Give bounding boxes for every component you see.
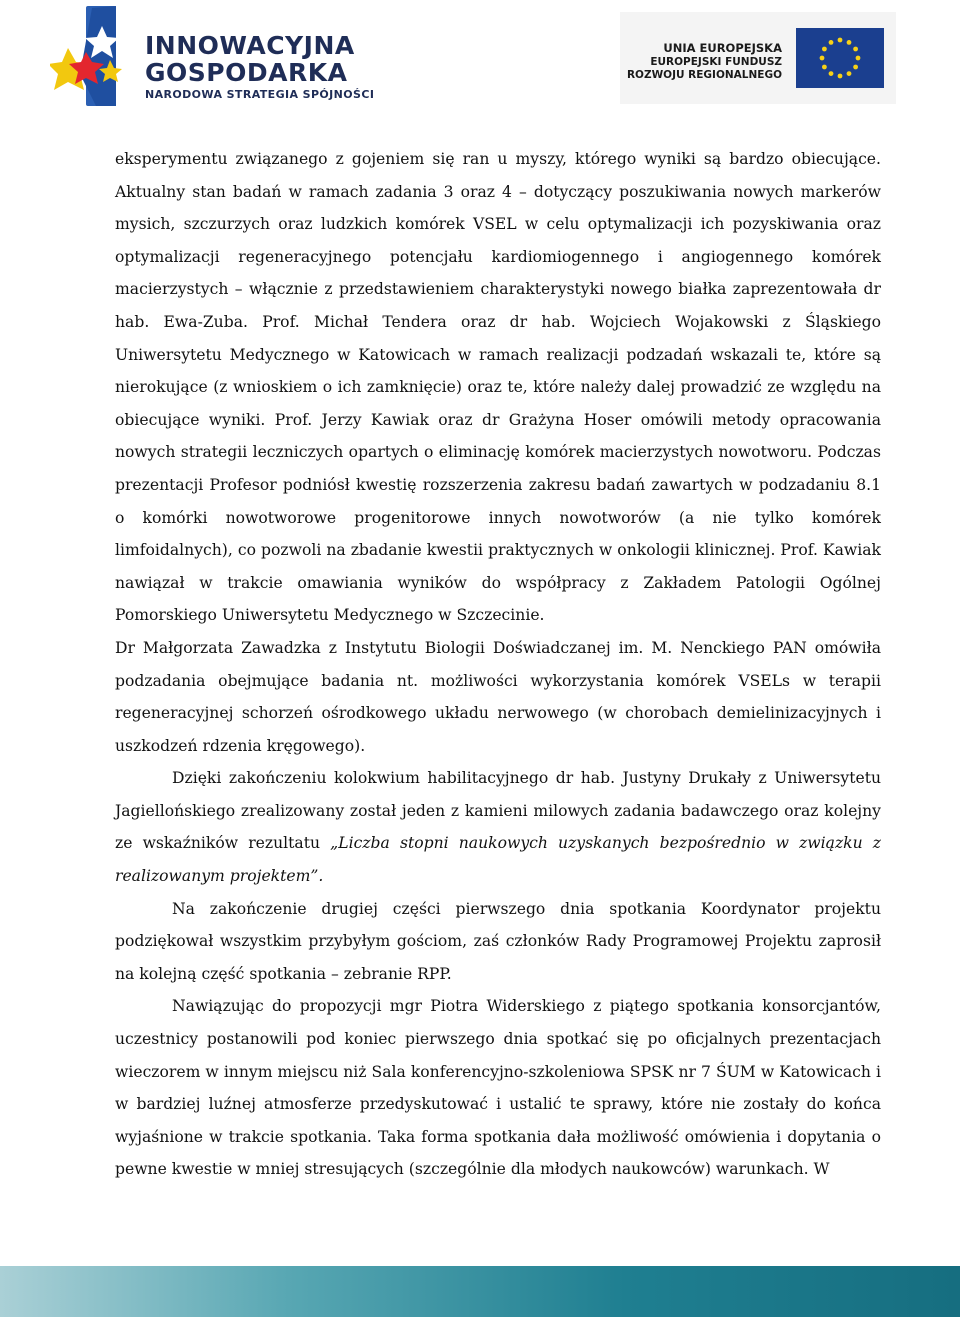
ig-line-innowacyjna: INNOWACYJNA <box>145 31 355 60</box>
eu-fund-logo <box>620 12 896 104</box>
paragraph-4: Na zakończenie drugiej części pierwszego dnia spotkania Koordynator projektu podziękował wszystkim przybyłym gościom, zaś członków Rady Programowej Projektu zaprosił na kolejną część spotkania – zebranie RPP. <box>115 899 881 983</box>
paragraph-3-text: Dzięki zakończeniu kolokwium habilitacyjnego dr hab. Justyny Drukały z Uniwersytetu Jagiellońskiego zrealizowany został jeden z kamieni milowych zadania badawczego oraz kolejny ze wskaźników rezultatu <box>115 769 881 853</box>
ig-star-emblem-icon <box>50 4 150 108</box>
eu-wordmark <box>627 40 782 82</box>
ig-wordmark <box>145 32 374 104</box>
innowacyjna-gospodarka-logo <box>50 4 430 108</box>
footer-band <box>0 1266 960 1317</box>
paragraph-3 <box>115 762 881 892</box>
ig-line-strategia: NARODOWA STRATEGIA SPÓJNOŚCI <box>145 88 375 101</box>
eu-line-unia: UNIA EUROPEJSKA <box>663 41 782 55</box>
page-header <box>0 0 960 120</box>
paragraph-5: Nawiązując do propozycji mgr Piotra Widerskiego z piątego spotkania konsorcjantów, uczestnicy postanowili pod koniec pierwszego dnia spotkać się po oficjalnych prezentacjach wieczorem w innym miejscu niż Sala konferencyjno-szkoleniowa SPSK nr 7 ŚUM w Katowicach i w bardziej luźnej atmosferze przedyskutować i ustalić te sprawy, które nie zostały do końca wyjaśnione w trakcie spotkania. Taka forma spotkania dała możliwość omówienia i dopytania o pewne kwestie w mniej stresujących (szczególnie dla młodych naukowców) warunkach. W <box>115 997 881 1179</box>
ig-line-gospodarka: GOSPODARKA <box>145 58 348 87</box>
paragraph-2: Dr Małgorzata Zawadzka z Instytutu Biologii Doświadczanej im. M. Nenckiego PAN omówiła podzadania obejmujące badania nt. możliwości wykorzystania komórek VSELs w terapii regeneracyjnej schorzeń ośrodkowego układu nerwowego (w chorobach demielinizacyjnych i uszkodzeń rdzenia kręgowego). <box>115 638 881 755</box>
paragraph-3-quote: „Liczba stopni naukowych uzyskanych bezpośrednio w związku z realizowanym projektem”. <box>115 834 881 886</box>
eu-flag-icon <box>796 28 884 88</box>
eu-line-fundusz: EUROPEJSKI FUNDUSZ <box>650 56 782 68</box>
eu-line-rozwoju: ROZWOJU REGIONALNEGO <box>626 69 782 81</box>
paragraph-1: eksperymentu związanego z gojeniem się ran u myszy, którego wyniki są bardzo obiecujące. Aktualny stan badań w ramach zadania 3 oraz 4 – dotyczący poszukiwania nowych markerów mysich, szczurzych oraz ludzkich komórek VSEL w celu optymalizacji ich pozyskiwania oraz optymalizacji regeneracyjnego potencjału kardiomiogennego i angiogennego komórek macierzystych – włącznie z przedstawieniem charakterystyki nowego białka zaprezentowała dr hab. Ewa-Zuba. Prof. Michał Tendera oraz dr hab. Wojciech Wojakowski z Śląskiego Uniwersytetu Medycznego w Katowicach w ramach realizacji podzadań wskazali te, które są nierokujące (z wnioskiem o ich zamknięcie) oraz te, które należy dalej prowadzić ze względu na obiecujące wyniki. Prof. Jerzy Kawiak oraz dr Grażyna Hoser omówili metody opracowania nowych strategii leczniczych opartych o eliminację komórek macierzystych nowotworu. Podczas prezentacji Profesor podniósł kwestię rozszerzenia zakresu badań zawartych w podzadaniu 8.1 o komórki nowotworowe progenitorowe innych nowotworów (a nie tylko komórek limfoidalnych), co pozwoli na zbadanie kwestii praktycznych w onkologii klinicznej. Prof. Kawiak nawiązał w trakcie omawiania wyników do współpracy z Zakładem Patologii Ogólnej Pomorskiego Uniwersytetu Medycznego w Szczecinie. <box>115 150 881 625</box>
document-body <box>115 143 881 1186</box>
